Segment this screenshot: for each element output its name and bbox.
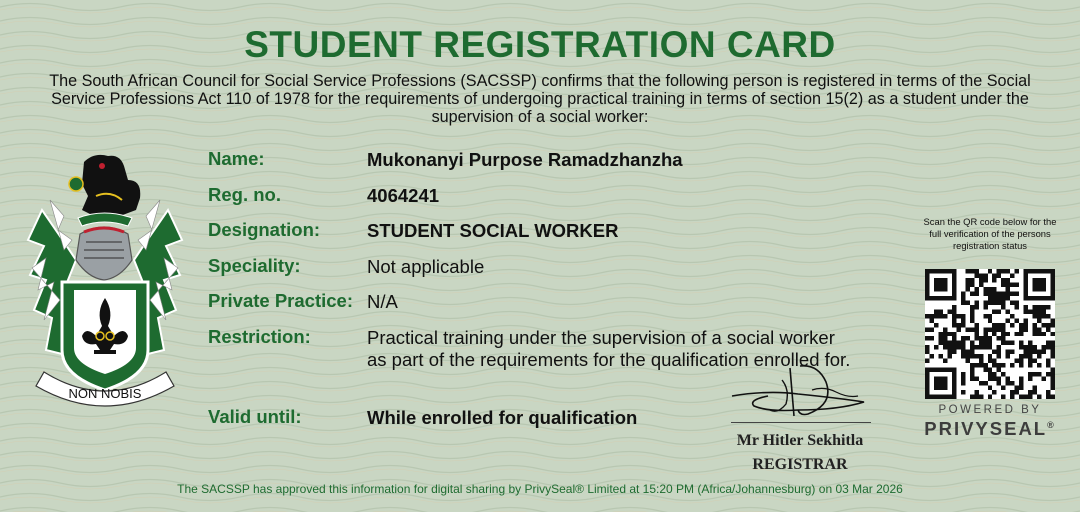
restriction-value-line2: as part of the requirements for the qualification enrolled for.	[367, 349, 851, 370]
footer-note: The SACSSP has approved this information for digital sharing by PrivySeal® Limited at 15:20 PM (Africa/Johannesburg) on 03 Mar 2026	[177, 482, 903, 496]
restriction-label: Restriction:	[208, 326, 311, 347]
speciality-label: Speciality:	[208, 255, 301, 276]
signature-line	[731, 422, 871, 423]
privyseal-logo	[905, 418, 1075, 440]
qr-instruction: Scan the QR code below for the full verification of the persons registration status	[923, 216, 1057, 251]
registered-mark: ®	[1047, 419, 1056, 430]
crest-motto: NON NOBIS	[68, 386, 142, 401]
private-practice-label: Private Practice:	[208, 290, 354, 311]
designation-value: STUDENT SOCIAL WORKER	[367, 220, 619, 241]
valid-until-label: Valid until:	[208, 406, 302, 427]
powered-by-label: POWERED BY	[938, 404, 1042, 416]
valid-until-value: While enrolled for qualification	[367, 407, 638, 428]
speciality-value: Not applicable	[367, 256, 485, 277]
designation-label: Designation:	[208, 219, 321, 240]
registrar-title: REGISTRAR	[752, 456, 848, 473]
name-label: Name:	[208, 148, 265, 169]
card-title: STUDENT REGISTRATION CARD	[244, 24, 836, 65]
privyseal-brand-text: PRIVYSEAL	[924, 418, 1048, 439]
registrar-signature-icon	[728, 360, 873, 424]
intro-text: The South African Council for Social Service Professions (SACSSP) confirms that the following person is registered in terms of the Social Service Professions Act 110 of 1978 for the requirements of undergoing practical training in terms of section 15(2) as a student under the supervision of a social worker:	[49, 72, 1031, 126]
private-practice-value: N/A	[367, 291, 398, 312]
reg-no-label: Reg. no.	[208, 184, 281, 205]
registrar-name: Mr Hitler Sekhitla	[736, 432, 864, 449]
qr-code-icon[interactable]	[925, 269, 1055, 399]
name-value: Mukonanyi Purpose Ramadzhanzha	[367, 149, 683, 170]
reg-no-value: 4064241	[367, 185, 440, 206]
sacssp-crest-icon	[24, 150, 186, 412]
restriction-value-line1: Practical training under the supervision of a social worker	[367, 327, 835, 348]
